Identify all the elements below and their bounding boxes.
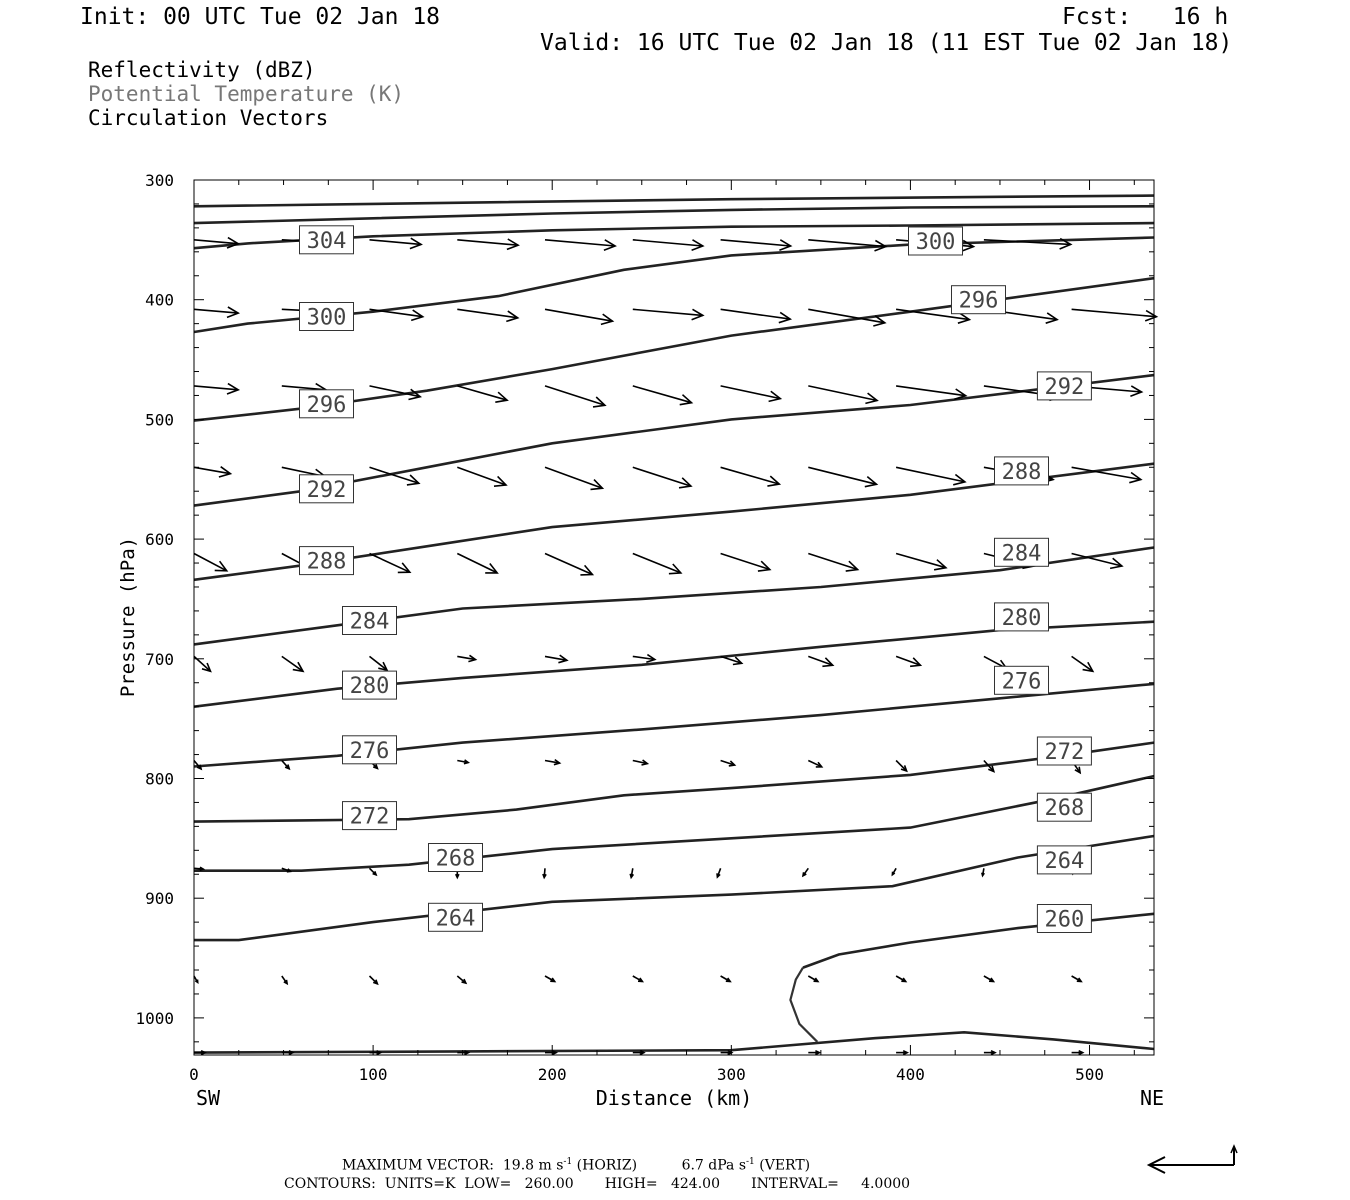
vector-shaft <box>633 554 681 573</box>
vector-shaft <box>370 309 423 316</box>
circulation-vectors <box>194 236 1156 1054</box>
theta-contour <box>194 206 1154 223</box>
vector-shaft <box>721 240 791 246</box>
x-axis-label: Distance (km) <box>595 1086 753 1110</box>
vector-shaft <box>545 386 605 405</box>
contour-label: 272 <box>1044 740 1085 765</box>
contour-label: 288 <box>306 549 347 575</box>
theta-contour <box>803 914 1154 968</box>
x-tick-label: 0 <box>189 1065 199 1084</box>
y-axis-label: Pressure (hPa) <box>117 536 139 698</box>
vector-shaft <box>545 467 602 488</box>
x-tick-label: 100 <box>358 1065 388 1084</box>
contour-label: 292 <box>1044 374 1085 400</box>
legend-circulation-vectors: Circulation Vectors <box>88 106 329 130</box>
contour-label: 284 <box>349 609 390 635</box>
vector-shaft <box>721 467 780 484</box>
vector-shaft <box>896 467 965 482</box>
vector-shaft <box>545 554 592 575</box>
contour-label: 268 <box>435 846 476 872</box>
vector-shaft <box>370 554 410 573</box>
theta-contour <box>194 1032 1154 1052</box>
vector-shaft <box>457 309 517 318</box>
forecast-hour: Fcst: 16 h <box>1062 4 1229 30</box>
vector-shaft <box>896 386 966 396</box>
contour-label: 292 <box>306 477 347 503</box>
y-tick-label: 800 <box>145 769 174 789</box>
vector-shaft <box>633 386 692 403</box>
init-time: Init: 00 UTC Tue 02 Jan 18 <box>80 4 441 30</box>
theta-contour <box>194 684 1154 767</box>
theta-contour <box>194 776 1154 871</box>
y-tick-label: 1000 <box>135 1008 174 1028</box>
contours-info: CONTOURS: UNITS=K LOW= 260.00 HIGH= 424.00 INTERVAL= 4.0000 <box>284 1176 911 1192</box>
vector-shaft <box>457 554 497 573</box>
contour-label: 264 <box>1044 848 1085 874</box>
max-vector-text: MAXIMUM VECTOR: 19.8 m $s^{-1}$ (HORIZ) 6.7 dPa $s^{-1}$ (VERT) <box>342 1157 811 1174</box>
y-tick-label: 500 <box>145 410 174 430</box>
vector-shaft <box>808 467 876 484</box>
vector-shaft <box>545 240 615 246</box>
contour-label: 280 <box>1001 605 1042 631</box>
vector-shaft <box>282 656 303 671</box>
ne-direction-label: NE <box>1140 1086 1165 1110</box>
x-tick-label: 400 <box>895 1065 925 1084</box>
y-tick-label: 700 <box>145 649 174 669</box>
contour-label: 264 <box>435 906 476 932</box>
legend-potential-temperature: Potential Temperature (K) <box>88 82 405 106</box>
theta-contour <box>194 836 1154 940</box>
y-tick-label: 400 <box>145 290 174 310</box>
valid-time: Valid: 16 UTC Tue 02 Jan 18 (11 EST Tue 02 Jan 18) <box>540 30 1233 56</box>
legend-reflectivity: Reflectivity (dBZ) <box>88 58 316 82</box>
y-tick-label: 900 <box>145 889 174 909</box>
contour-label: 260 <box>1044 907 1085 933</box>
contour-label: 300 <box>915 230 956 255</box>
x-tick-label: 500 <box>1075 1065 1104 1084</box>
y-tick-label: 600 <box>145 530 174 550</box>
vector-shaft <box>1072 656 1093 671</box>
contour-label: 280 <box>349 674 390 700</box>
vector-shaft <box>633 240 703 246</box>
vector-shaft <box>1072 309 1157 316</box>
theta-contour <box>194 196 1154 207</box>
vector-shaft <box>633 467 691 486</box>
contour-label: 276 <box>1001 669 1042 695</box>
reference-vector-icon <box>1149 1146 1237 1173</box>
x-tick-label: 300 <box>716 1065 746 1084</box>
x-tick-label: 200 <box>537 1065 567 1084</box>
contour-label: 296 <box>306 392 347 418</box>
vector-shaft <box>808 240 885 247</box>
vector-shaft <box>633 309 703 315</box>
contour-label: 272 <box>349 804 390 830</box>
vector-shaft <box>194 554 227 571</box>
sw-direction-label: SW <box>196 1086 221 1110</box>
vector-shaft <box>808 386 877 401</box>
vector-shaft <box>721 309 791 319</box>
contour-label: 284 <box>1001 541 1042 567</box>
y-tick-label: 300 <box>145 171 174 190</box>
contour-label: 288 <box>1001 459 1042 485</box>
contour-label: 304 <box>306 228 347 254</box>
contour-labels <box>300 226 1092 933</box>
contour-label: 268 <box>1044 796 1085 822</box>
contour-label: 296 <box>958 288 999 314</box>
contour-label: 300 <box>306 305 347 331</box>
vector-shaft <box>545 309 613 321</box>
contour-label: 276 <box>349 738 390 764</box>
vector-shaft <box>457 467 506 485</box>
